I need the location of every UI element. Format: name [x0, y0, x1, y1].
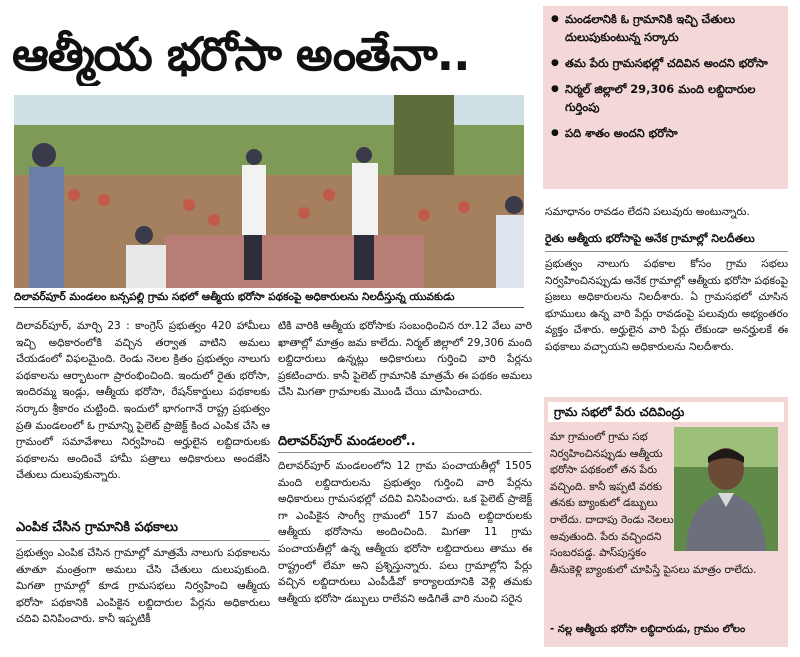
subheading: రైతు ఆత్మీయ భరోసాపై అనేక గ్రామాల్లో నిలదీతలు — [545, 232, 755, 245]
headline: ఆత్మీయ భరోసా అంతేనా.. — [12, 27, 470, 81]
article-column-3-cont — [545, 256, 788, 390]
highlight-item: ● పది శాతం అందని భరోసా — [551, 124, 782, 142]
quote-text — [550, 429, 782, 578]
article-text: ప్రభుత్వం నాలుగు పథకాల కోసం గ్రామ సభలు నిర్వహించినప్పుడు అనేక గ్రామాల్లో ఆత్మీయ భరోసా పథకంపై ప్రజలు అధికారులను నిలదీశారు. ఏ గ్రామసభలో చూసిన భూములు ఉన్న వారి పేర్లు రావడంపై పలువురు అభ్యంతరం వ్యక్తం చేశారు. అర్హులైన వారి పేర్లు లేకుండా అనర్హులకే ఈ పథకాలు వచ్చాయని అధికారులను నిలదీశారు. — [545, 258, 788, 353]
highlight-item: ● నిర్మల్ జిల్లాలో 29,306 మంది లబ్దిదారుల గుర్తింపు — [551, 80, 782, 116]
portrait-spacer — [674, 429, 782, 547]
article-text: టికి వారికి ఆత్మీయ భరోసాకు సంబంధించిన రూ.12 వేలు వారి ఖాతాల్లో మాత్రం జమ కాలేదు. నిర్మల్ జిల్లాలో 29,306 మంది లబ్దిదారులు ఉన్నట్లు అధికారులు గుర్తించి వారి పేర్లను ప్రకటించారు. కానీ పైలెట్ గ్రామానికి మాత్రమే ఈ పథకం అమలు చేసి మిగతా గ్రామాలకు మొండి చేయి చూపించారు. — [278, 320, 532, 399]
divider — [278, 452, 532, 453]
quote-body: మా గ్రామంలో గ్రామ సభ నిర్వహించినప్పుడు ఆత్మీయ భరోసా పథకంలో తన పేరు వచ్చింది. కానీ ఇప్పటి వరకు తనకు బ్యాంకులో డబ్బులు రాలేదు. దాదాపు రెండు నెలలు అవుతుంది. పేరు వచ్చిందని సంబరపడ్డ. పాస్‌పుస్తకం తీసుకెళ్లి బ్యాంకులో చూపిస్తే పైసలు మాత్రం రాలేదు. — [550, 431, 757, 576]
article-text: దిలావర్‌పూర్, మార్చి 23 : కాంగ్రెస్ ప్రభుత్వం 420 హామీలు ఇచ్చి అధికారంలోకి వచ్చిన తర్వాత వాటిని అమలు చేయడంలో విఫలమైంది. రెండు నెలల క్రితం ప్రభుత్వం నాలుగు పథకాలను ఆర్భాటంగా ప్రారంభించింది. ఇందులో రైతు భరోసా, ఇందిరమ్మ ఇండ్లు, ఆత్మీయ భరోసా, రేషన్‌కార్డులు పథకాలకు సర్కారు శ్రీకారం చుట్టింది. ఇందులో భాగంగానే రాష్ట్ర ప్రభుత్వం ప్రతి మండలంలో ఓ గ్రామాన్ని పైలెట్ ప్రాజెక్ట్ కింద ఎంపిక చేసి ఆ గ్రామంలో సమావేశాలు నిర్వహించి అర్హులైన లబ్దిదారులకు పథకాలను అందించే హామీ పత్రాలు అధికారులు అందజేసి చేతులు దులుపుకున్నారు. — [16, 320, 270, 482]
highlight-item: ● తమ పేరు గ్రామసభల్లో చదివిన అందని భరోసా — [551, 54, 782, 72]
article-text: ప్రభుత్వం ఎంపిక చేసిన గ్రామాల్లో మాత్రమే నాలుగు పథకాలను తూతూ మంత్రంగా అమలు చేసి చేతులు దులుపుకుంది. మిగతా గ్రామాల్లో కూడ గ్రామసభలు నిర్వహించి ఆత్మీయ భరోసా పథకానికి ఎంపికైన లబ్దిదారుల పేర్లను అధికారులు చదివి వినిపించారు. కానీ ఇప్పటికీ — [16, 547, 270, 626]
quote-heading: గ్రామ సభలో పేరు చదివింద్రు — [548, 402, 784, 422]
divider — [545, 251, 788, 252]
quote-box — [544, 397, 788, 647]
article-column-2-cont — [278, 458, 532, 648]
divider — [16, 540, 270, 541]
article-column-2 — [278, 318, 532, 422]
news-photo — [14, 95, 524, 288]
quote-signature: - నల్ల ఆత్మీయ భరోసా లబ్ధిదారుడు, గ్రామం లోలం — [550, 624, 746, 635]
highlight-item: ● మండలానికి ఓ గ్రామానికి ఇచ్చి చేతులు దులుపుకుంటున్న సర్కారు — [551, 10, 782, 46]
subheading: దిలావర్‌పూర్ మండలంలో.. — [278, 434, 416, 449]
article-text: సమాధానం రావడం లేదని పలువురు అంటున్నారు. — [545, 206, 750, 218]
article-text: దిలావర్‌పూర్ మండలంలోని 12 గ్రామ పంచాయతీల్లో 1505 మంది లబ్దిదారులను ప్రభుత్వం గుర్తించి వారి పేర్లను అధికారులు గ్రామసభల్లో చదివి వినిపించారు. ఒక పైలెట్ ప్రాజెక్ట్ గా ఎంపికైన సాంగ్వీ గ్రామంలో 157 మంది లబ్దిదారులకు ఆత్మీయ భరోసాను అందించింది. మిగతా 11 గ్రామ పంచాయతీల్లో ఉన్న ఆత్మీయ భరోసా లబ్దిదారులు తాము ఈ రాష్ట్రంలో లేమా అని ప్రశ్నిస్తున్నారు. పలు గ్రామాల్లోని పేర్లు వచ్చిన లబ్దిదారులు ఎంపీడీవో కార్యాలయానికి వెళ్లి తమకు ఆత్మీయ భరోసా డబ్బులు రాలేవని అడిగితే వారి నుంచి సరైన — [278, 460, 532, 605]
article-column-3 — [545, 204, 788, 224]
subheading: ఎంపిక చేసిన గ్రామానికి పథకాలు — [16, 520, 178, 535]
article-column-1 — [16, 318, 270, 504]
photo-caption: దిలావర్‌పూర్ మండలం బన్సపల్లి గ్రామ సభలో ఆత్మీయ భరోసా పథకంపై అధికారులను నిలదీస్తున్న యువకుడు — [14, 291, 524, 308]
highlights-box — [543, 6, 788, 189]
article-column-1-cont — [16, 545, 270, 649]
